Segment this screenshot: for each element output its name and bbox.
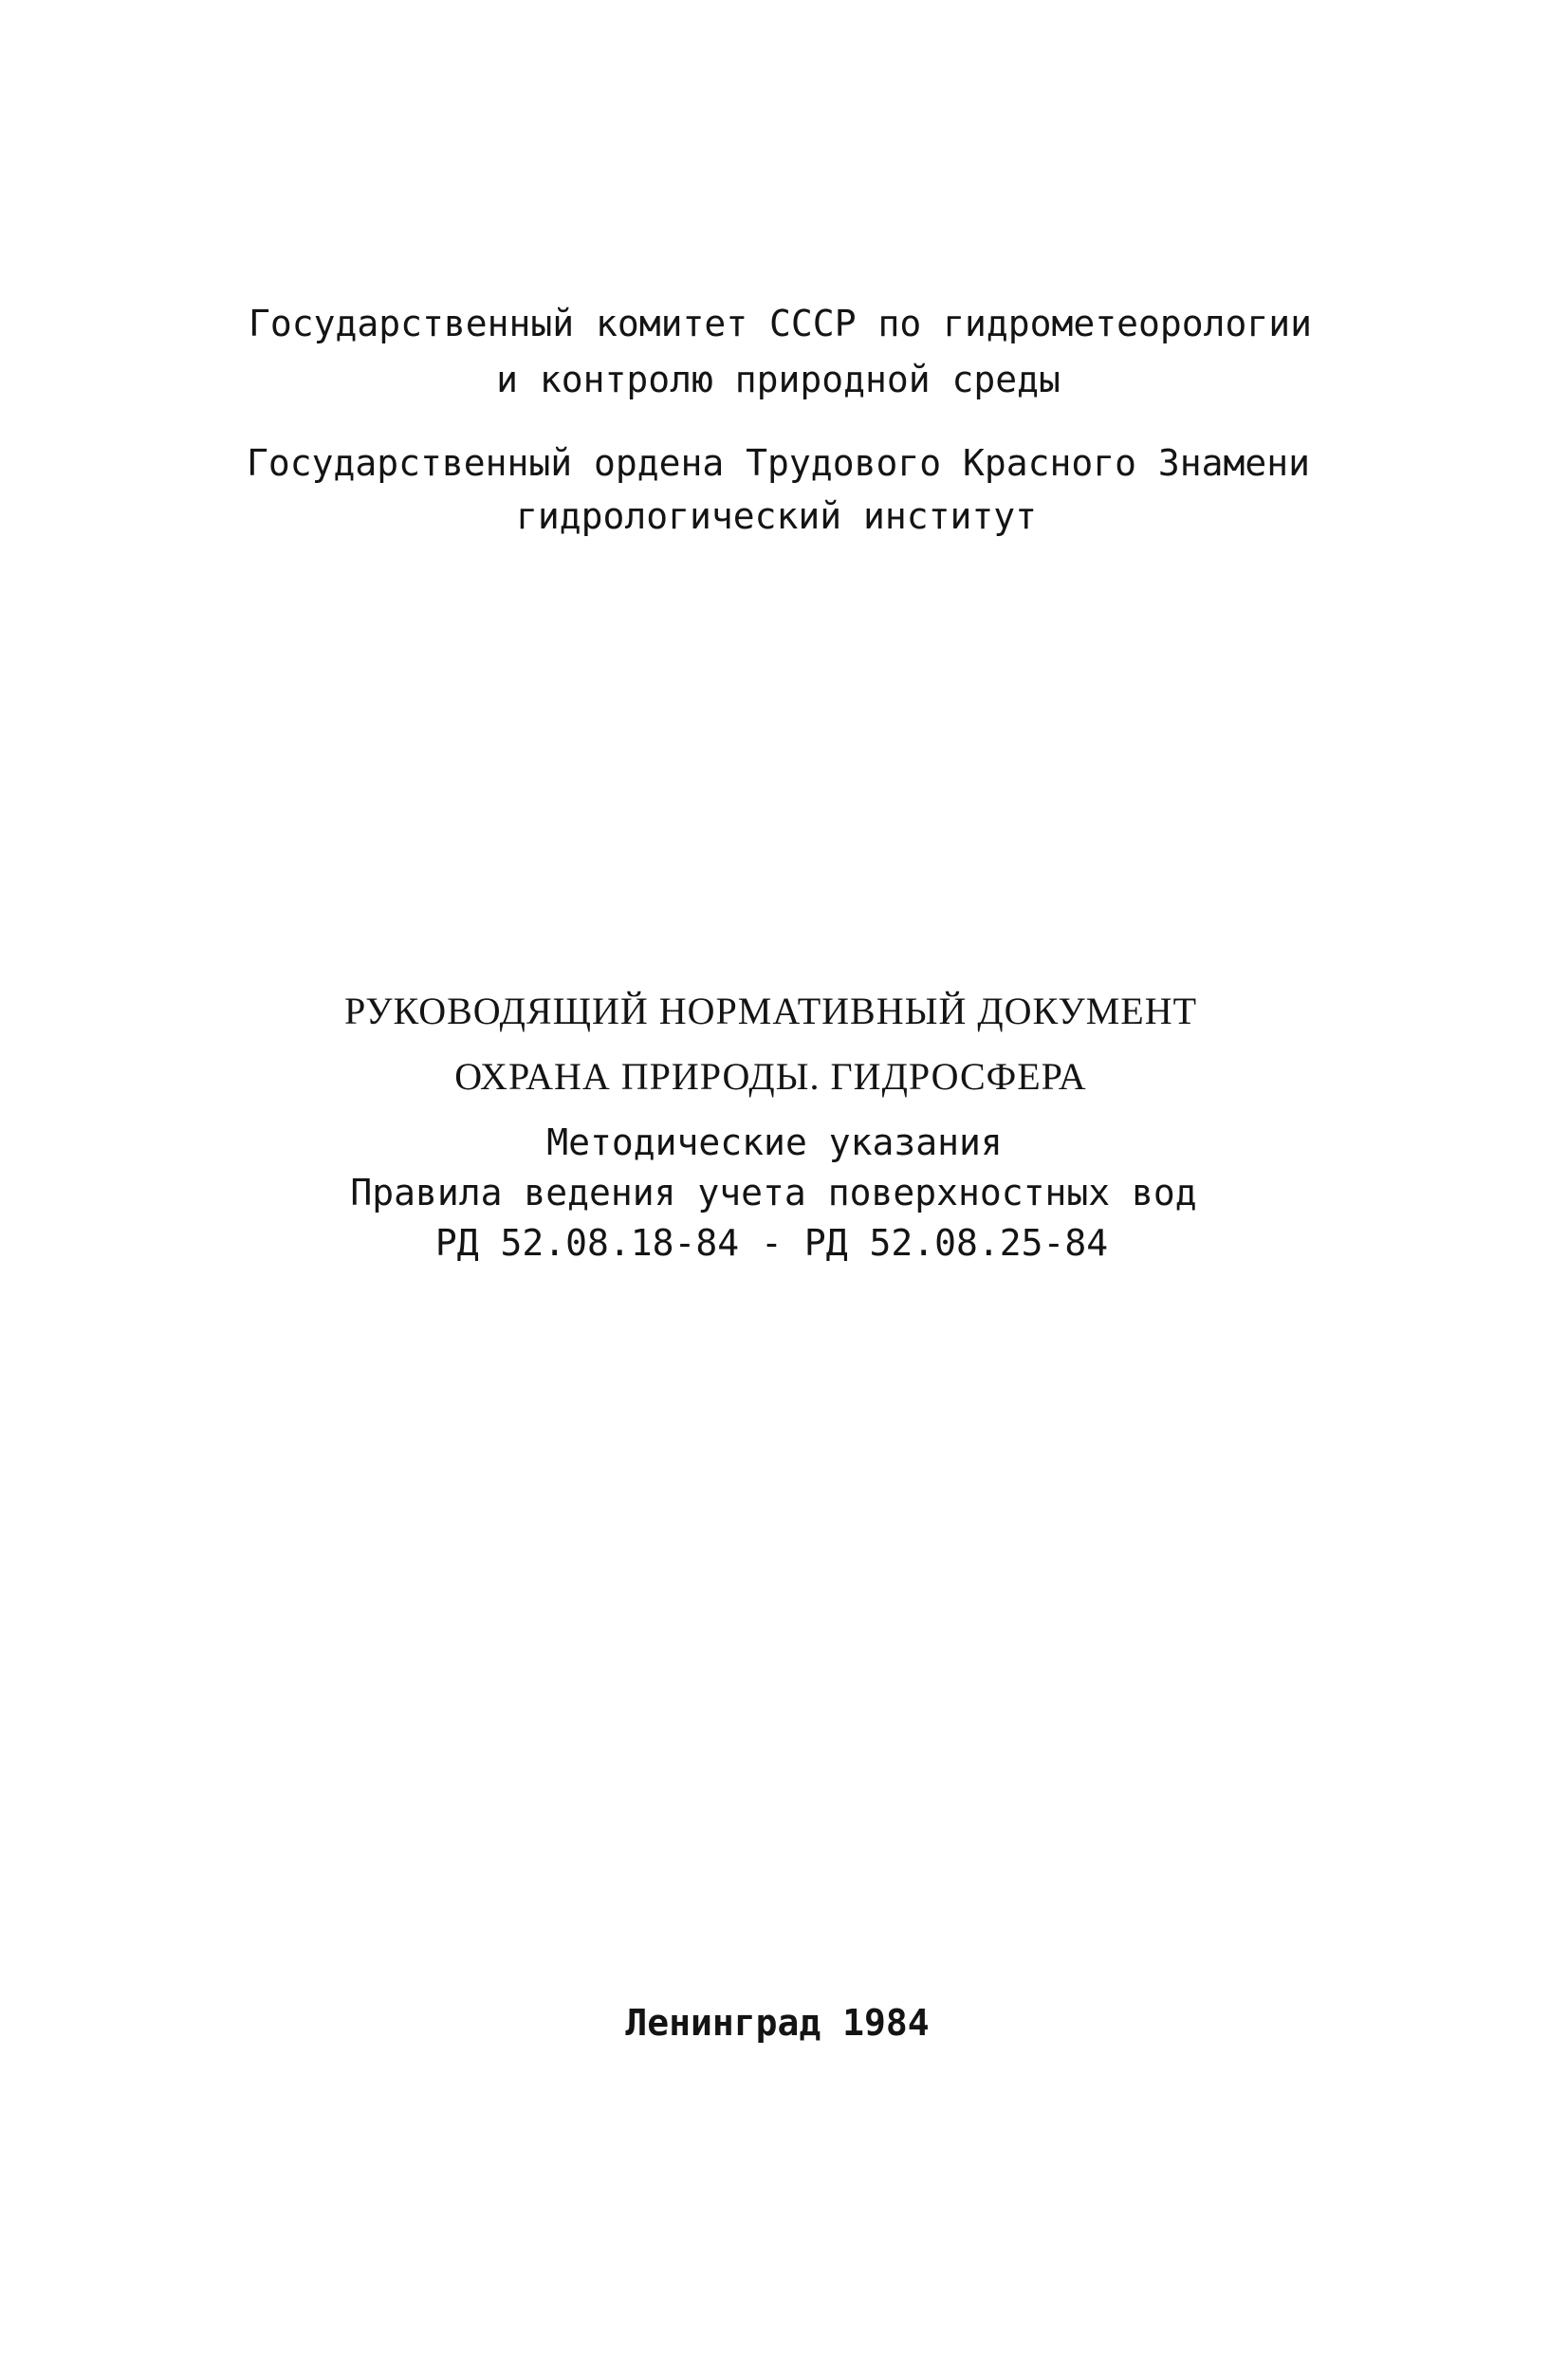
subject-heading: ОХРАНА ПРИРОДЫ. ГИДРОСФЕРА: [454, 1055, 1087, 1098]
document-codes: РД 52.08.18-84 - РД 52.08.25-84: [434, 1222, 1109, 1264]
institute-line-2: гидрологический институт: [515, 495, 1038, 537]
institute-line-1: Государственный ордена Трудового Красного Знамени: [246, 442, 1311, 484]
place-and-year: Ленинград 1984: [625, 2002, 930, 2044]
document-type-heading: РУКОВОДЯЩИЙ НОРМАТИВНЫЙ ДОКУМЕНТ: [343, 990, 1198, 1032]
committee-line-2: и контролю природной среды: [496, 359, 1061, 400]
committee-line-1: Государственный комитет СССР по гидрометеорологии: [248, 303, 1313, 344]
document-kind: Методические указания: [546, 1121, 1003, 1163]
document-title: Правила ведения учета поверхностных вод: [350, 1172, 1197, 1214]
